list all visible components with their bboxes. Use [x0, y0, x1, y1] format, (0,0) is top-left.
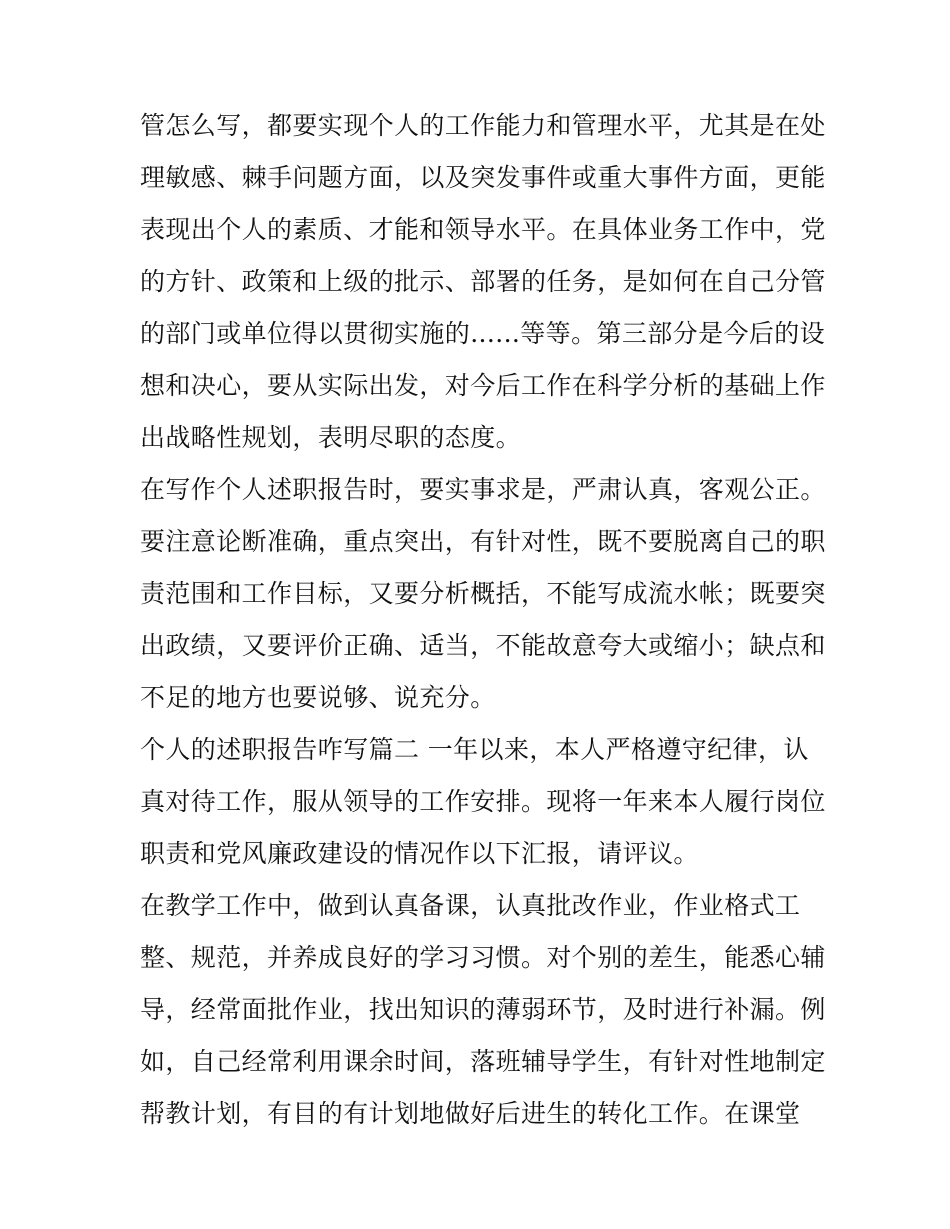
text-line: 出战略性规划，表明尽职的态度。: [140, 423, 522, 452]
text-line: 理敏感、棘手问题方面，以及突发事件或重大事件方面，更能: [140, 163, 826, 192]
text-line: 要注意论断准确，重点突出，有针对性，既不要脱离自己的职: [140, 527, 826, 556]
text-line: 真对待工作，服从领导的工作安排。现将一年来本人履行岗位: [140, 787, 826, 816]
text-line: 表现出个人的素质、才能和领导水平。在具体业务工作中，党: [140, 215, 826, 244]
text-line: 如，自己经常利用课余时间，落班辅导学生，有针对性地制定: [140, 1047, 826, 1076]
text-line: 整、规范，并养成良好的学习习惯。对个别的差生，能悉心辅: [140, 943, 826, 972]
text-line: 责范围和工作目标，又要分析概括，不能写成流水帐；既要突: [140, 579, 826, 608]
text-line: 职责和党风廉政建设的情况作以下汇报，请评议。: [140, 839, 699, 868]
text-line: 想和决心，要从实际出发，对今后工作在科学分析的基础上作: [140, 371, 826, 400]
text-line: 出政绩，又要评价正确、适当，不能故意夸大或缩小；缺点和: [140, 631, 826, 660]
text-line: 在教学工作中，做到认真备课，认真批改作业，作业格式工: [140, 891, 801, 920]
text-line: 管怎么写，都要实现个人的工作能力和管理水平，尤其是在处: [140, 111, 826, 140]
text-line: 的部门或单位得以贯彻实施的......等等。第三部分是今后的设: [140, 319, 826, 348]
text-line: 导，经常面批作业，找出知识的薄弱环节，及时进行补漏。例: [140, 995, 826, 1024]
text-line: 在写作个人述职报告时，要实事求是，严肃认真，客观公正。: [140, 475, 826, 504]
text-line: 的方针、政策和上级的批示、部署的任务，是如何在自己分管: [140, 267, 826, 296]
document-body: [140, 100, 826, 1140]
text-line: 个人的述职报告咋写篇二 一年以来，本人严格遵守纪律，认: [140, 735, 809, 764]
text-line: 不足的地方也要说够、说充分。: [140, 683, 496, 712]
text-line: 帮教计划，有目的有计划地做好后进生的转化工作。在课堂: [140, 1099, 801, 1128]
